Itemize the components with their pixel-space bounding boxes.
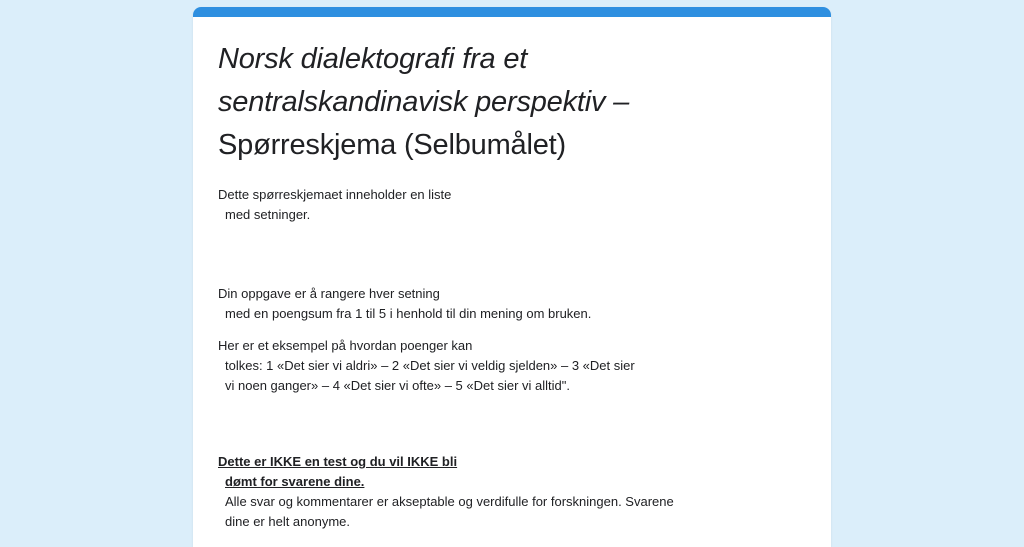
- desc-p4-line-1: Dette er IKKE en test og du vil IKKE bli: [218, 454, 458, 469]
- desc-spacer: [218, 225, 831, 284]
- desc-paragraph-intro: [218, 185, 831, 225]
- desc-p5-line-2: dine er helt anonyme.: [225, 514, 351, 529]
- form-title-line-1: Norsk dialektografi fra et: [218, 43, 528, 75]
- desc-paragraph-notice: [218, 452, 831, 492]
- form-title-line-2: sentralskandinavisk perspektiv –: [218, 86, 630, 118]
- desc-p1-line-2: med setninger.: [225, 207, 311, 222]
- form-card: [193, 7, 831, 547]
- desc-paragraph-anonymity: [218, 492, 831, 532]
- form-header: [193, 17, 831, 532]
- desc-p3-line-3: vi noen ganger» – 4 «Det sier vi ofte» – 5 «Det sier vi alltid".: [225, 378, 570, 393]
- desc-spacer: [218, 324, 831, 336]
- desc-p1-line-1: Dette spørreskjemaet inneholder en liste: [218, 187, 452, 202]
- desc-paragraph-example: [218, 336, 831, 396]
- desc-spacer: [218, 396, 831, 452]
- form-accent-bar: [193, 7, 831, 17]
- desc-p5-line-1: Alle svar og kommentarer er akseptable og verdifulle for forskningen. Svarene: [225, 494, 674, 509]
- form-title-line-3: Spørreskjema (Selbumålet): [218, 129, 566, 161]
- desc-p3-line-2: tolkes: 1 «Det sier vi aldri» – 2 «Det sier vi veldig sjelden» – 3 «Det sier: [225, 358, 635, 373]
- desc-paragraph-task: [218, 284, 831, 324]
- form-title: [218, 38, 831, 167]
- desc-p3-line-1: Her er et eksempel på hvordan poenger kan: [218, 338, 473, 353]
- desc-p4-line-2: dømt for svarene dine.: [225, 474, 365, 489]
- form-description: [218, 185, 831, 532]
- desc-p2-line-2: med en poengsum fra 1 til 5 i henhold til din mening om bruken.: [225, 306, 592, 321]
- desc-p2-line-1: Din oppgave er å rangere hver setning: [218, 286, 440, 301]
